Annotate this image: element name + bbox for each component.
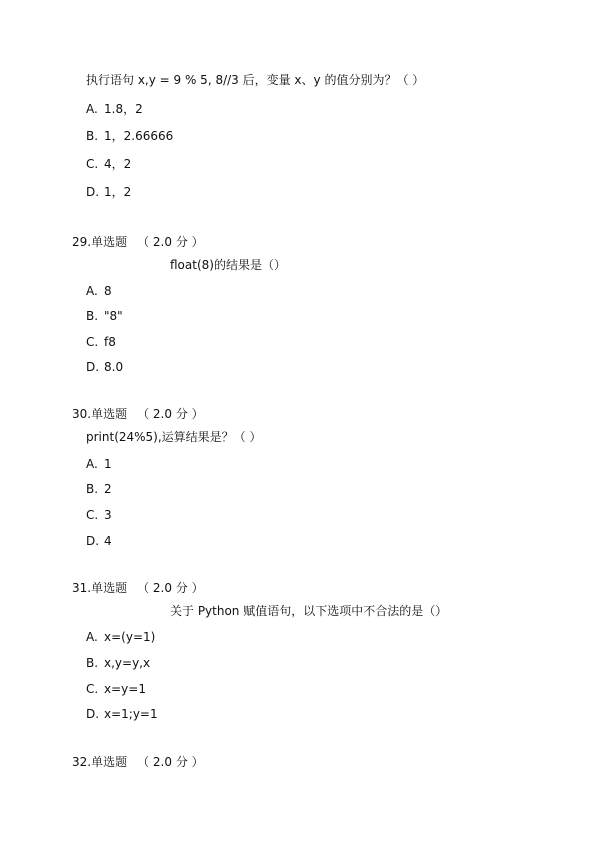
question-31-option-d[interactable] <box>86 707 158 721</box>
option-letter: D. <box>86 707 100 721</box>
question-31-option-a[interactable] <box>86 630 155 644</box>
option-text: 2 <box>104 482 112 496</box>
question-type: 单选题 <box>91 407 128 421</box>
option-letter: C. <box>86 508 99 522</box>
question-number: 32. <box>72 755 92 769</box>
option-text: "8" <box>104 309 123 323</box>
question-29-option-d[interactable] <box>86 360 123 374</box>
option-letter: A. <box>86 630 98 644</box>
question-31-option-b[interactable] <box>86 656 150 670</box>
option-text: f8 <box>104 335 116 349</box>
question-number: 29. <box>72 235 92 249</box>
option-letter: D. <box>86 360 100 374</box>
option-letter: B. <box>86 309 99 323</box>
option-text: 3 <box>104 508 112 522</box>
question-29-option-c[interactable] <box>86 335 116 349</box>
question-28-option-b[interactable] <box>86 129 173 143</box>
question-30-option-c[interactable] <box>86 508 112 522</box>
option-text: 1，2 <box>104 185 132 199</box>
question-30-option-d[interactable] <box>86 534 112 548</box>
question-28-stem: 执行语句 x,y = 9 % 5, 8//3 后，变量 x、y 的值分别为？（ ） <box>86 73 425 87</box>
option-text: x=y=1 <box>104 682 146 696</box>
question-score: （ 2.0 分 ） <box>137 581 204 595</box>
question-29-option-b[interactable] <box>86 309 123 323</box>
option-letter: D. <box>86 534 100 548</box>
question-number: 31. <box>72 581 92 595</box>
option-text: x=(y=1) <box>104 630 156 644</box>
question-31-header <box>72 581 204 595</box>
question-29-stem: float(8)的结果是（） <box>170 258 286 272</box>
question-28-option-d[interactable] <box>86 185 131 199</box>
question-type: 单选题 <box>91 581 128 595</box>
option-text: x,y=y,x <box>104 656 151 670</box>
question-32-header <box>72 755 204 769</box>
option-text: 4，2 <box>104 157 132 171</box>
option-text: 1.8，2 <box>104 102 143 116</box>
question-score: （ 2.0 分 ） <box>137 755 204 769</box>
question-29-option-a[interactable] <box>86 284 112 298</box>
option-text: 1，2.66666 <box>104 129 174 143</box>
question-31-option-c[interactable] <box>86 682 146 696</box>
question-type: 单选题 <box>91 755 128 769</box>
question-31-stem: 关于 Python 赋值语句，以下选项中不合法的是（） <box>170 604 448 618</box>
question-30-stem: print(24%5),运算结果是？（ ） <box>86 430 262 444</box>
question-30-option-b[interactable] <box>86 482 112 496</box>
question-score: （ 2.0 分 ） <box>137 407 204 421</box>
option-letter: A. <box>86 102 98 116</box>
option-text: 8 <box>104 284 112 298</box>
question-28-option-c[interactable] <box>86 157 131 171</box>
question-number: 30. <box>72 407 92 421</box>
question-score: （ 2.0 分 ） <box>137 235 204 249</box>
option-letter: B. <box>86 129 99 143</box>
question-30-option-a[interactable] <box>86 457 112 471</box>
question-type: 单选题 <box>91 235 128 249</box>
option-text: 1 <box>104 457 112 471</box>
option-text: 4 <box>104 534 112 548</box>
option-letter: C. <box>86 157 99 171</box>
option-letter: C. <box>86 335 99 349</box>
option-letter: A. <box>86 457 98 471</box>
question-28-option-a[interactable] <box>86 102 143 116</box>
question-30-header <box>72 407 204 421</box>
option-letter: A. <box>86 284 98 298</box>
option-text: 8.0 <box>104 360 124 374</box>
option-letter: D. <box>86 185 100 199</box>
option-letter: B. <box>86 482 99 496</box>
option-text: x=1;y=1 <box>104 707 158 721</box>
question-29-header <box>72 235 204 249</box>
option-letter: B. <box>86 656 99 670</box>
option-letter: C. <box>86 682 99 696</box>
